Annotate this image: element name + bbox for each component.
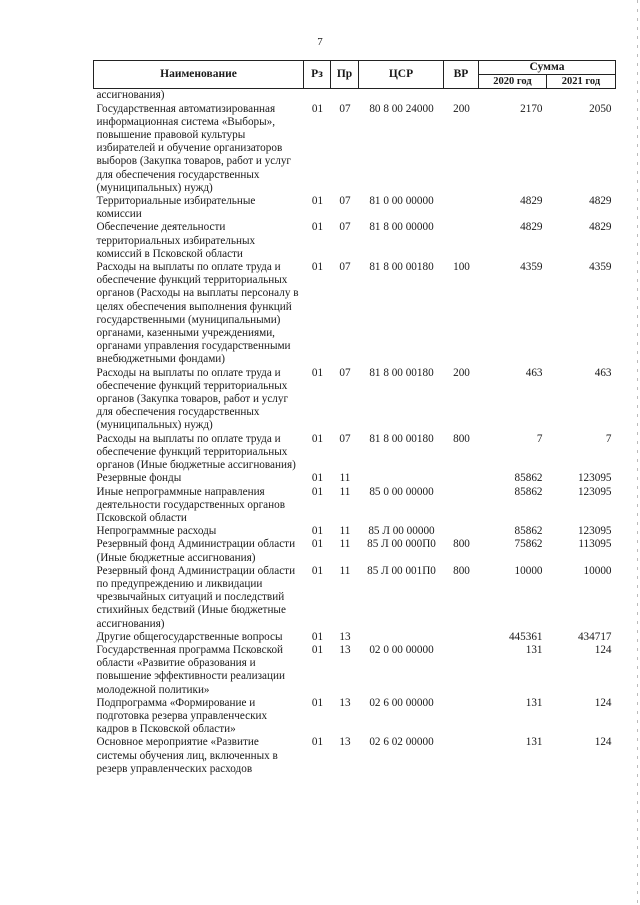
- row-rz: 01: [311, 261, 324, 274]
- table-row: [94, 736, 616, 776]
- row-rz: 01: [311, 485, 324, 498]
- header-vr: ВР: [444, 61, 479, 89]
- row-csr: 02 6 00 00000: [369, 696, 434, 709]
- row-sum-2020: 85862: [514, 485, 543, 498]
- row-rz: 01: [311, 643, 324, 656]
- scan-edge-mark: [637, 0, 638, 905]
- row-vr: [444, 195, 479, 221]
- row-rz: 01: [311, 538, 324, 551]
- row-name: Непрограммные расходы: [96, 525, 217, 538]
- table-row: [94, 221, 616, 261]
- row-sum-2020: [479, 89, 547, 103]
- row-name: Подпрограмма «Формирование и подготовка резерва управленческих кадров в Псковской области»: [96, 696, 268, 736]
- row-sum-2020: 4359: [520, 261, 543, 274]
- row-rz: [304, 89, 331, 103]
- row-pr: 07: [339, 102, 351, 115]
- header-csr: ЦСР: [359, 61, 444, 89]
- row-rz: 01: [311, 432, 324, 445]
- table-row: [94, 697, 616, 737]
- row-csr: 81 8 00 00180: [369, 432, 434, 445]
- row-rz: 01: [311, 221, 324, 234]
- row-rz: 01: [311, 195, 324, 208]
- row-csr: 85 0 00 00000: [369, 485, 434, 498]
- row-name: Расходы на выплаты по оплате труда и обеспечение функций территориальных органов (Закупка товаров, работ и услуг для обеспечения государственных (муниципальных) нужд): [96, 366, 289, 432]
- row-sum-2020: 4829: [520, 221, 543, 234]
- row-sum-2020: 7: [536, 432, 543, 445]
- row-vr: [444, 89, 479, 103]
- table-row: [94, 565, 616, 631]
- row-name: Иные непрограммные направления деятельности государственных органов Псковской области: [96, 485, 286, 524]
- row-csr: 85 Л 00 00000: [368, 525, 435, 538]
- table-row: [94, 525, 616, 538]
- row-sum-2021: 434717: [577, 630, 612, 643]
- row-sum-2020: 85862: [514, 525, 543, 538]
- row-name: Резервный фонд Администрации области по предупреждению и ликвидации чрезвычайных ситуаций и последствий стихийных бедствий (Иные бюджетные ассигнования): [96, 564, 296, 630]
- row-sum-2021: 124: [594, 643, 612, 656]
- row-vr: [444, 697, 479, 737]
- row-rz: 01: [311, 630, 324, 643]
- row-sum-2020: 10000: [514, 564, 543, 577]
- row-pr: [331, 89, 359, 103]
- row-rz: 01: [311, 564, 324, 577]
- table-row: [94, 433, 616, 473]
- page-number: 7: [317, 36, 323, 48]
- header-name: Наименование: [94, 61, 304, 89]
- row-csr: 85 Л 00 001П0: [367, 564, 436, 577]
- row-sum-2020: 445361: [508, 630, 543, 643]
- row-sum-2020: 4829: [520, 195, 543, 208]
- row-pr: 07: [339, 195, 351, 208]
- row-sum-2020: 131: [525, 643, 543, 656]
- row-sum-2020: 75862: [514, 538, 543, 551]
- row-pr: 07: [339, 366, 351, 379]
- table-row: [94, 472, 616, 485]
- row-sum-2020: 131: [525, 696, 543, 709]
- row-vr: 800: [453, 538, 470, 551]
- row-vr: [444, 472, 479, 485]
- header-year-2020: 2020 год: [479, 75, 547, 89]
- table-row: [94, 486, 616, 526]
- row-name: Другие общегосударственные вопросы: [96, 630, 283, 643]
- row-name: Государственная программа Псковской области «Развитие образования и повышение эффективности реализации молодежной политики»: [96, 643, 285, 696]
- row-sum-2021: 2050: [589, 102, 612, 115]
- row-pr: 13: [339, 643, 351, 656]
- row-name: Территориальные избирательные комиссии: [96, 195, 256, 221]
- row-name: Расходы на выплаты по оплате труда и обеспечение функций территориальных органов (Иные бюджетные ассигнования): [96, 432, 296, 472]
- row-sum-2021: 4359: [589, 261, 612, 274]
- row-pr: 11: [339, 538, 351, 551]
- row-pr: 11: [339, 525, 351, 538]
- row-sum-2021: 123095: [577, 485, 612, 498]
- row-vr: [444, 486, 479, 526]
- row-sum-2021: 123095: [577, 472, 612, 485]
- row-pr: 11: [339, 564, 351, 577]
- row-vr: 800: [453, 564, 470, 577]
- row-vr: [444, 631, 479, 644]
- row-csr: 81 8 00 00000: [369, 221, 434, 234]
- table-row: [94, 103, 616, 195]
- row-csr: [359, 631, 444, 644]
- row-pr: 07: [339, 261, 351, 274]
- row-sum-2021: 10000: [583, 564, 612, 577]
- header-rz: Рз: [304, 61, 331, 89]
- row-sum-2021: 123095: [577, 525, 612, 538]
- row-vr: 200: [453, 102, 470, 115]
- row-vr: 800: [453, 432, 470, 445]
- row-csr: [359, 89, 444, 103]
- row-name: Резервный фонд Администрации области (Иные бюджетные ассигнования): [96, 538, 296, 564]
- row-pr: 13: [339, 736, 351, 749]
- row-vr: 200: [453, 366, 470, 379]
- row-vr: [444, 525, 479, 538]
- row-sum-2021: 113095: [578, 538, 612, 551]
- row-sum-2021: 4829: [589, 195, 612, 208]
- row-name: Расходы на выплаты по оплате труда и обеспечение функций территориальных органов (Расходы на выплаты персоналу в целях обеспечения выполнения функций государственными (муниципальными) органами, казенными учреждениями, органами управления государственными внебюджетными фондами): [96, 261, 299, 366]
- row-sum-2021: [547, 89, 616, 103]
- row-csr: 02 6 02 00000: [369, 736, 434, 749]
- row-csr: 80 8 00 24000: [369, 102, 434, 115]
- row-name: Резервные фонды: [96, 472, 182, 485]
- table-row: [94, 261, 616, 367]
- row-vr: [444, 736, 479, 776]
- table-row: [94, 538, 616, 564]
- table-body: [94, 89, 616, 776]
- row-rz: 01: [311, 102, 324, 115]
- row-sum-2021: 7: [605, 432, 612, 445]
- row-name: ассигнования): [96, 89, 165, 102]
- row-sum-2021: 124: [594, 736, 612, 749]
- table-row: [94, 195, 616, 221]
- row-csr: 81 0 00 00000: [369, 195, 434, 208]
- table-row: [94, 89, 616, 103]
- row-name: Обеспечение деятельности территориальных избирательных комиссий в Псковской области: [96, 221, 256, 260]
- row-csr: 85 Л 00 000П0: [367, 538, 436, 551]
- table-row: [94, 644, 616, 697]
- row-rz: 01: [311, 366, 324, 379]
- row-rz: 01: [311, 472, 324, 485]
- row-sum-2021: 124: [594, 696, 612, 709]
- row-pr: 13: [339, 696, 351, 709]
- header-pr: Пр: [331, 61, 359, 89]
- row-rz: 01: [311, 525, 324, 538]
- row-sum-2020: 85862: [514, 472, 543, 485]
- row-sum-2020: 463: [525, 366, 543, 379]
- row-vr: 100: [453, 261, 470, 274]
- row-csr: [359, 472, 444, 485]
- budget-table: [93, 60, 616, 776]
- row-rz: 01: [311, 696, 324, 709]
- row-pr: 07: [339, 432, 351, 445]
- row-rz: 01: [311, 736, 324, 749]
- row-pr: 07: [339, 221, 351, 234]
- row-pr: 11: [339, 485, 351, 498]
- row-sum-2020: 2170: [520, 102, 543, 115]
- row-vr: [444, 221, 479, 261]
- row-pr: 13: [339, 630, 351, 643]
- table-row: [94, 367, 616, 433]
- row-pr: 11: [339, 472, 351, 485]
- row-vr: [444, 644, 479, 697]
- table-row: [94, 631, 616, 644]
- row-csr: 81 8 00 00180: [369, 366, 434, 379]
- header-year-2021: 2021 год: [547, 75, 616, 89]
- row-csr: 81 8 00 00180: [369, 261, 434, 274]
- header-sum: Сумма: [479, 61, 616, 75]
- row-csr: 02 0 00 00000: [369, 643, 434, 656]
- row-sum-2021: 4829: [589, 221, 612, 234]
- row-sum-2020: 131: [525, 736, 543, 749]
- row-name: Государственная автоматизированная информационная система «Выборы», повышение правовой культуры избирателей и обучение организаторов выборов (Закупка товаров, работ и услуг для обеспечения государственных (муниципальных) нужд): [96, 102, 292, 194]
- row-name: Основное мероприятие «Развитие системы обучения лиц, включенных в резерв управленческих расходов: [96, 736, 278, 775]
- row-sum-2021: 463: [594, 366, 612, 379]
